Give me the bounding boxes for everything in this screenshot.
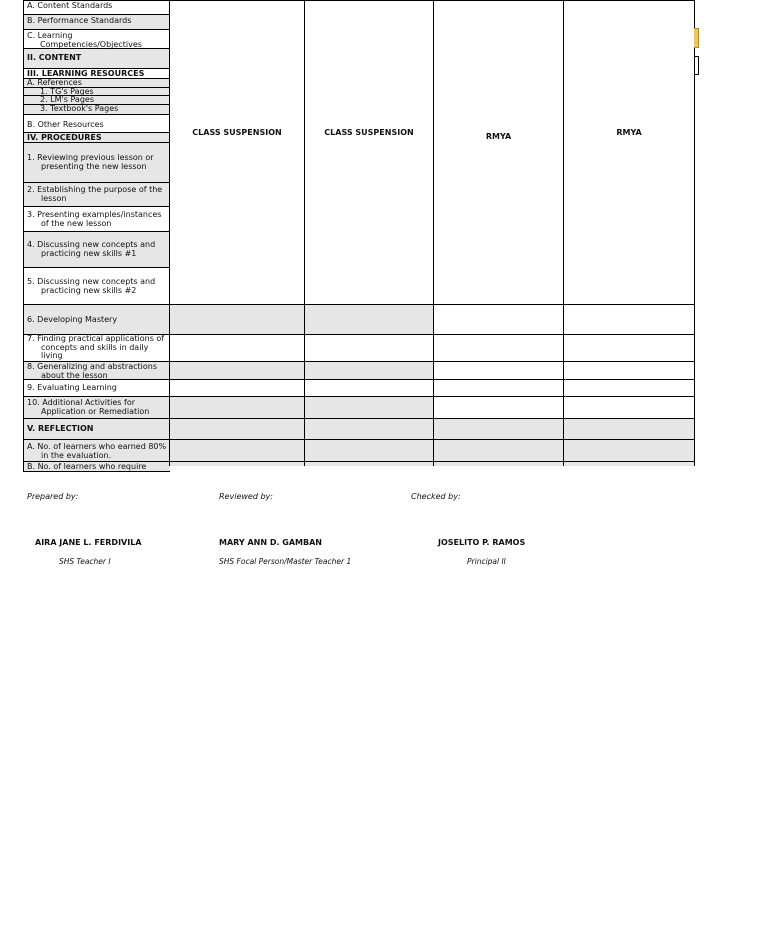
row-other-resources: B. Other Resources [23,115,170,133]
row-reflection-heading: V. REFLECTION [23,419,170,440]
row-learning-competencies: C. Learning Competencies/Objectives [23,30,170,49]
row-reviewing-previous-lesson: 1. Reviewing previous lesson or presenting the new lesson [23,143,170,183]
row-textbook-pages: 3. Textbook's Pages [23,105,170,115]
vline-col4 [563,0,564,466]
row-additional-activities: 10. Additional Activities for Application or Remediation [23,397,170,419]
hline-top [23,0,695,1]
day-1-status: CLASS SUSPENSION [192,128,282,137]
reviewed-by-name: MARY ANN D. GAMBAN [219,538,322,547]
band-reflection-right [434,419,695,440]
band-developing-mastery [170,305,434,335]
prepared-by-role: SHS Teacher I [59,557,111,566]
vline-col2 [304,0,305,466]
row-evaluating-learning: 9. Evaluating Learning [23,380,170,397]
vline-col3 [433,0,434,466]
vline-col1 [169,0,170,466]
row-content-heading: II. CONTENT [23,49,170,69]
row-tg-pages: 1. TG's Pages [23,88,170,96]
day-4-status: RMYA [616,128,642,137]
row-lm-pages: 2. LM's Pages [23,96,170,105]
row-developing-mastery: 6. Developing Mastery [23,305,170,335]
row-discussing-concepts-1: 4. Discussing new concepts and practicing new skills #1 [23,232,170,268]
checked-by-name: JOSELITO P. RAMOS [438,538,526,547]
band-additional-activities [170,397,434,419]
reviewed-by-label: Reviewed by: [219,492,273,501]
row-learning-resources-heading: III. LEARNING RESOURCES [23,69,170,79]
band-reflection [170,419,434,440]
lesson-log-table [23,0,695,471]
row-generalizing: 8. Generalizing and abstractions about the lesson [23,362,170,380]
row-practical-applications: 7. Finding practical applications of concepts and skills in daily living [23,335,170,362]
band-generalizing [170,362,434,380]
row-references: A. References [23,79,170,88]
row-content-standards: A. Content Standards [23,0,170,15]
prepared-by-label: Prepared by: [27,492,79,501]
checked-by-role: Principal II [467,557,506,566]
checked-by-label: Checked by: [411,492,461,501]
day-2-status: CLASS SUSPENSION [324,128,414,137]
row-presenting-examples: 3. Presenting examples/instances of the new lesson [23,207,170,232]
side-highlight-box [694,28,699,48]
day-3-status: RMYA [485,132,512,141]
row-discussing-concepts-2: 5. Discussing new concepts and practicing new skills #2 [23,268,170,305]
side-outline-box [694,56,699,75]
row-learners-require: B. No. of learners who require [23,462,170,472]
row-performance-standards: B. Performance Standards [23,15,170,30]
row-learners-80-percent: A. No. of learners who earned 80% in the evaluation. [23,440,170,462]
prepared-by-name: AIRA JANE L. FERDIVILA [35,538,142,547]
row-establishing-purpose: 2. Establishing the purpose of the lesson [23,183,170,207]
row-procedures-heading: IV. PROCEDURES [23,133,170,143]
reviewed-by-role: SHS Focal Person/Master Teacher 1 [219,557,352,566]
